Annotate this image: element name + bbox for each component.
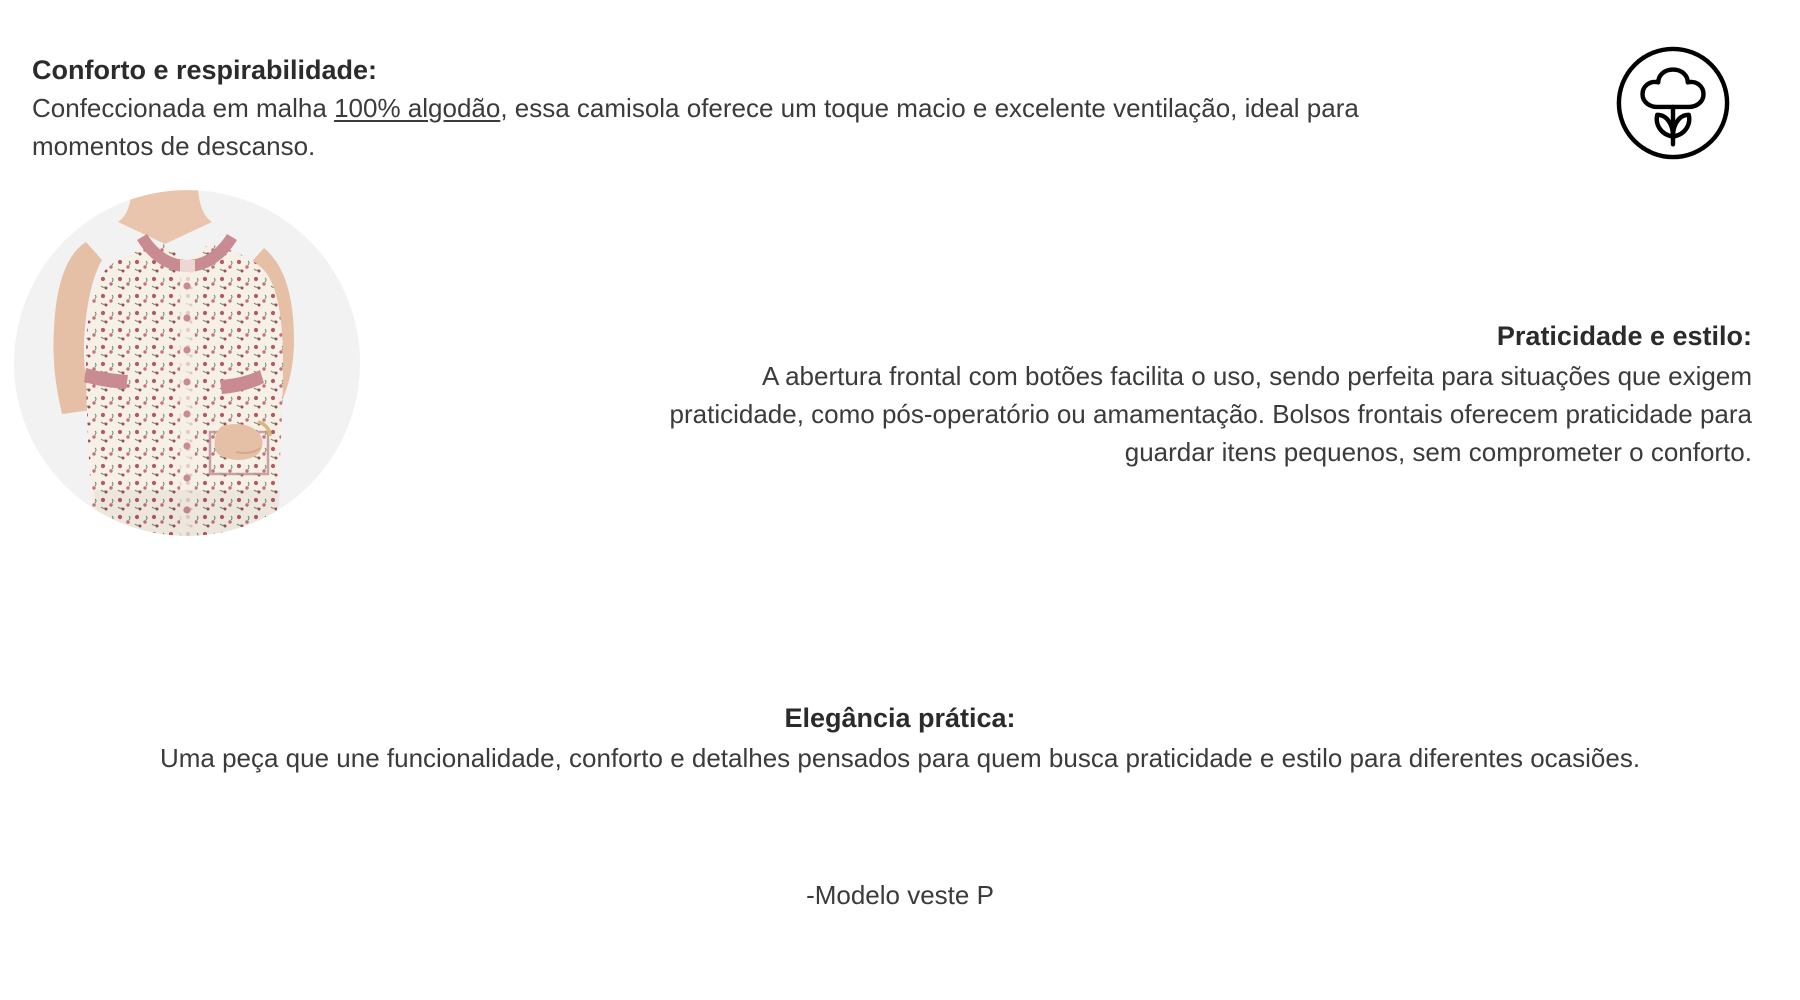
model-size-note: -Modelo veste P [806,880,994,910]
comfort-paragraph [32,90,1452,165]
practicality-section [624,318,1752,472]
comfort-section [32,52,1452,166]
cotton-highlight: 100% algodão [334,93,501,124]
comfort-text-after: , essa camisola oferece um toque macio e excelente ventilação, ideal para momentos de descanso. [32,93,1359,162]
comfort-text-before: Confeccionada em malha [32,93,335,124]
elegance-section [0,700,1800,778]
comfort-heading: Conforto e respirabilidade: [32,55,378,85]
practicality-paragraph: A abertura frontal com botões facilita o uso, sendo perfeita para situações que exigem praticidade, como pós-operatório ou amamentação. Bolsos frontais oferecem praticidade para guardar itens pequenos, sem comprometer o conforto. [669,361,1752,467]
elegance-paragraph: Uma peça que une funcionalidade, conforto e detalhes pensados para quem busca praticidade e estilo para diferentes ocasiões. [159,743,1641,774]
cotton-flower-icon [1614,44,1732,162]
practicality-heading: Praticidade e estilo: [1496,321,1752,351]
product-photo [14,190,360,536]
elegance-heading: Elegância prática: [784,703,1016,733]
